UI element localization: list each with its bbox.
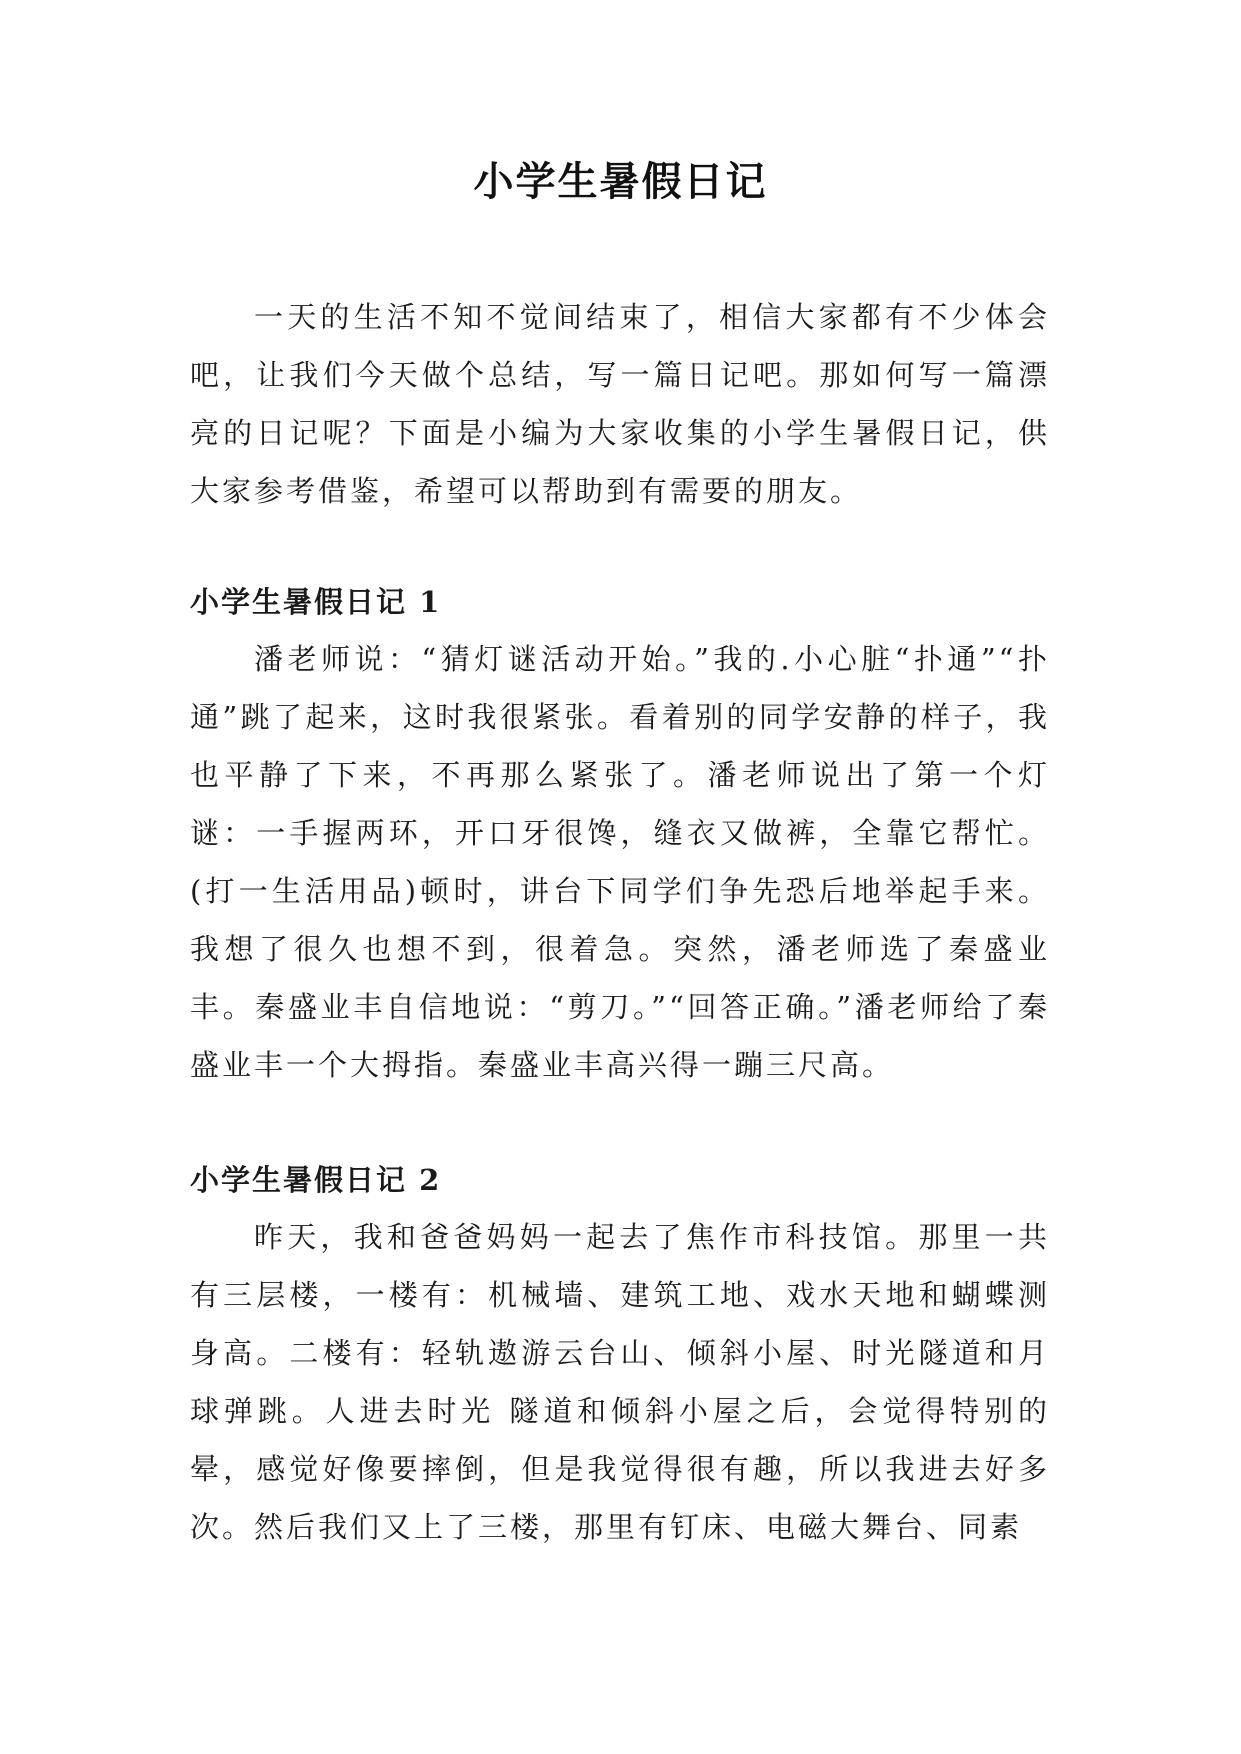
section-body-1: 潘老师说：“猜灯谜活动开始。”我的.小心脏“扑通”“扑通”跳了起来，这时我很紧张。看着别的同学安静的样子，我也平静了下来，不再那么紧张了。潘老师说出了第一个灯谜：一手握两环，开口牙很馋，缝衣又做裤，全靠它帮忙。(打一生活用品)顿时，讲台下同学们争先恐后地举起手来。我想了很久也想不到，很着急。突然，潘老师选了秦盛业丰。秦盛业丰自信地说：“剪刀。”“回答正确。”潘老师给了秦盛业丰一个大拇指。秦盛业丰高兴得一蹦三尺高。 [190,642,1050,1082]
document-title: 小学生暑假日记 [473,159,768,205]
section-body-2: 昨天，我和爸爸妈妈一起去了焦作市科技馆。那里一共有三层楼，一楼有：机械墙、建筑工地、戏水天地和蝴蝶测身高。二楼有：轻轨遨游云台山、倾斜小屋、时光隧道和月球弹跳。人进去时光 隧道和倾斜小屋之后，会觉得特别的晕，感觉好像要摔倒，但是我觉得很有趣，所以我进去好多次。然后我们又上了三楼，那里有钉床、电磁大舞台、同素 [190,1220,1050,1544]
section-heading-1: 小学生暑假日记 1 [190,585,442,619]
intro-paragraph: 一天的生活不知不觉间结束了，相信大家都有不少体会吧，让我们今天做个总结，写一篇日记吧。那如何写一篇漂亮的日记呢？下面是小编为大家收集的小学生暑假日记，供大家参考借鉴，希望可以帮助到有需要的朋友。 [190,300,1050,508]
section-heading-2: 小学生暑假日记 2 [190,1163,442,1197]
